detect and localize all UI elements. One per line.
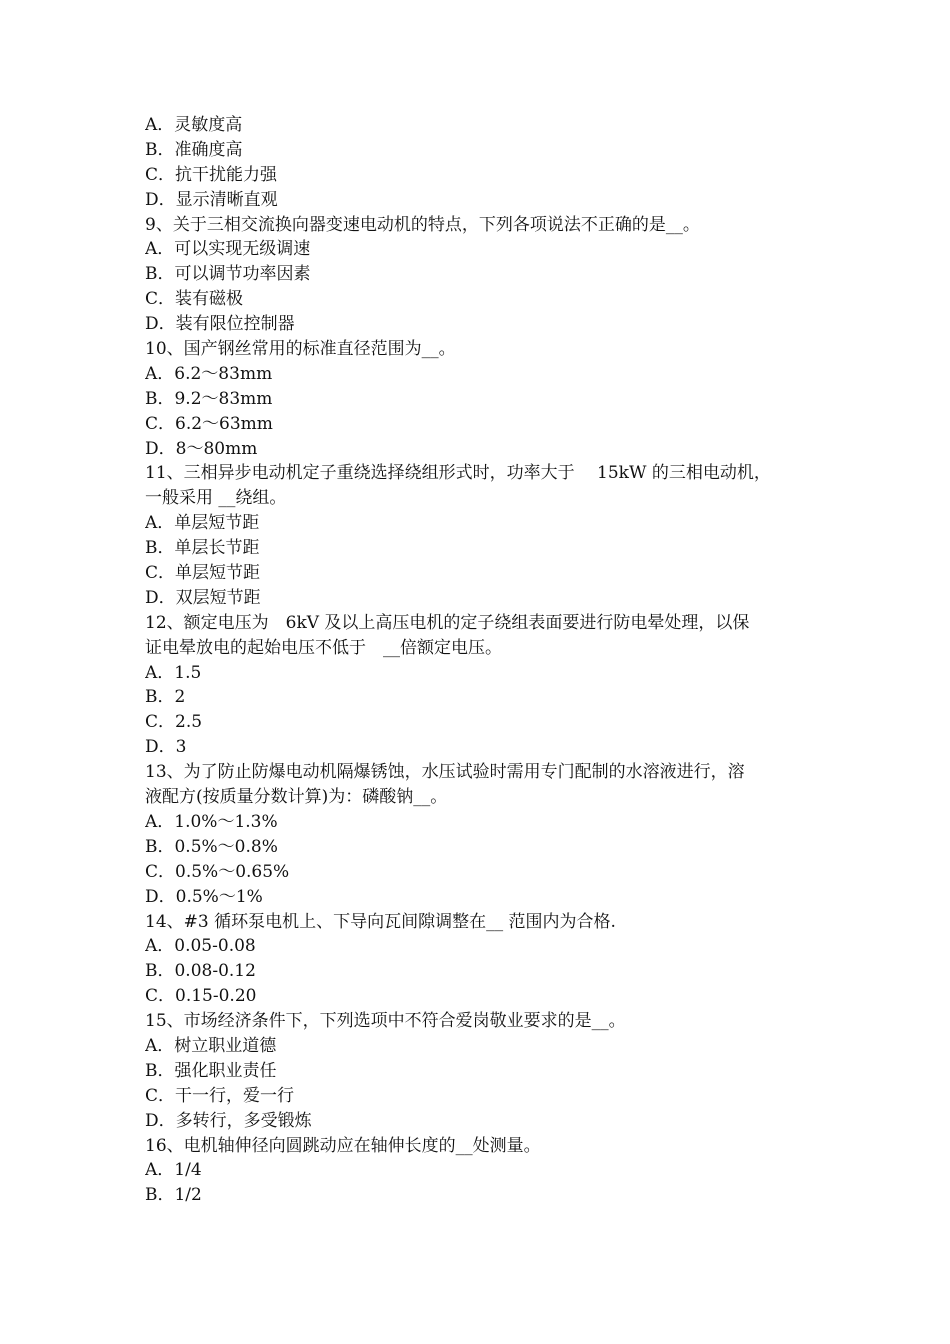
text-line: D．8～80mm <box>145 438 258 459</box>
text-line: D．双层短节距 <box>145 587 261 608</box>
text-line: 11、三相异步电动机定子重绕选择绕组形式时，功率大于 15kW 的三相电动机， <box>145 463 771 484</box>
text-line: D．3 <box>145 737 187 758</box>
text-line: 14、#3 循环泵电机上、下导向瓦间隙调整在__ 范围内为合格. <box>145 911 616 932</box>
text-line: B．强化职业责任 <box>145 1060 277 1081</box>
text-line: A．1.5 <box>145 662 202 683</box>
text-line: B．0.5%～0.8% <box>145 836 278 857</box>
text-line: 16、电机轴伸径向圆跳动应在轴伸长度的__处测量。 <box>145 1135 541 1156</box>
text-line: A．可以实现无级调速 <box>145 239 311 260</box>
text-line: 证电晕放电的起始电压不低于 __倍额定电压。 <box>145 637 502 658</box>
text-line: A．0.05-0.08 <box>145 936 256 957</box>
text-line: B．准确度高 <box>145 139 243 160</box>
text-line: 9、关于三相交流换向器变速电动机的特点，下列各项说法不正确的是__。 <box>145 214 700 235</box>
text-line: C．干一行，爱一行 <box>145 1085 295 1106</box>
text-line: C．6.2～63mm <box>145 413 273 434</box>
text-line: B．2 <box>145 687 186 708</box>
text-line: C．单层短节距 <box>145 563 261 584</box>
text-line: B．0.08-0.12 <box>145 961 256 982</box>
text-line: B．1/2 <box>145 1185 202 1206</box>
question-text <box>145 113 810 1208</box>
text-line: C．装有磁极 <box>145 289 244 310</box>
text-line: 液配方(按质量分数计算)为：磷酸钠__。 <box>145 787 448 808</box>
text-line: B．单层长节距 <box>145 538 260 559</box>
text-line: 13、为了防止防爆电动机隔爆锈蚀，水压试验时需用专门配制的水溶液进行，溶 <box>145 762 745 783</box>
text-line: C．2.5 <box>145 712 203 733</box>
text-line: 一般采用 __绕组。 <box>145 488 287 509</box>
text-line: 12、额定电压为 6kV 及以上高压电机的定子绕组表面要进行防电晕处理，以保 <box>145 612 750 633</box>
text-line: C．0.5%～0.65% <box>145 861 290 882</box>
text-line: C．0.15-0.20 <box>145 986 257 1007</box>
text-line: C．抗干扰能力强 <box>145 164 278 185</box>
text-line: A．树立职业道德 <box>145 1035 277 1056</box>
text-line: 10、国产钢丝常用的标准直径范围为__。 <box>145 339 456 360</box>
text-line: D．装有限位控制器 <box>145 314 295 335</box>
text-line: A．1/4 <box>145 1160 202 1181</box>
text-line: A．1.0%～1.3% <box>145 811 278 832</box>
text-line: D．0.5%～1% <box>145 886 263 907</box>
text-line: D．显示清晰直观 <box>145 189 278 210</box>
text-line: 15、市场经济条件下，下列选项中不符合爱岗敬业要求的是__。 <box>145 1011 626 1032</box>
text-line: B．9.2～83mm <box>145 388 273 409</box>
text-line: B．可以调节功率因素 <box>145 264 311 285</box>
text-line: A．灵敏度高 <box>145 115 243 135</box>
text-line: A．6.2～83mm <box>145 363 273 384</box>
text-line: D．多转行，多受锻炼 <box>145 1110 312 1131</box>
text-line: A．单层短节距 <box>145 513 260 534</box>
